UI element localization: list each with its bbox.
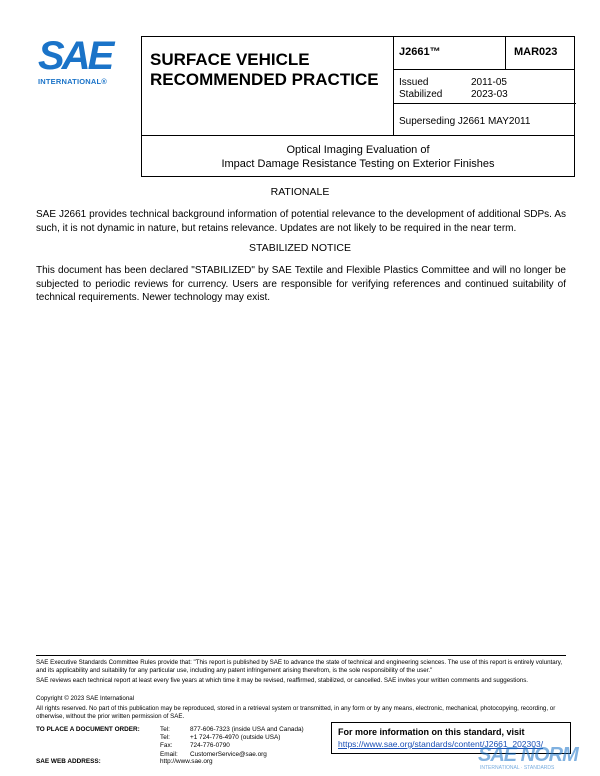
stabilized-row [399, 89, 508, 100]
order-label: TO PLACE A DOCUMENT ORDER: [36, 726, 140, 733]
footer-divider [36, 655, 566, 656]
doc-number: J2661™ [399, 46, 441, 58]
tel2-value: +1 724-776-4970 (outside USA) [190, 734, 281, 742]
footer-rules: SAE Executive Standards Committee Rules provide that: "This report is published by SAE to advance the state of technical and engineering sciences. The use of this report is entirely voluntary, and its applicability and suitability for any particular use, including any patent infringement arising therefrom, is the sole responsibility of the user." [36, 659, 563, 674]
footer-review: SAE reviews each technical report at least every five years at which time it may be revised, reaffirmed, stabilized, or cancelled. SAE invites your written comments and suggestions. [36, 677, 529, 684]
revision-code: MAR023 [514, 46, 558, 58]
subtitle-line-2: Impact Damage Resistance Testing on Exterior Finishes [221, 158, 495, 170]
superseding: Superseding J2661 MAY2011 [399, 116, 531, 127]
order-contacts [36, 726, 304, 759]
issued-value: 2011-05 [471, 77, 507, 88]
issued-label: Issued [399, 77, 429, 88]
title-line-2: RECOMMENDED PRACTICE [150, 70, 379, 89]
subtitle-line-1: Optical Imaging Evaluation of [286, 144, 430, 156]
tel-value: 877-606-7323 (inside USA and Canada) [190, 726, 304, 733]
rationale-text: SAE J2661 provides technical background information of potential relevance to the development of additional SDPs. As such, it is not dynamic in nature, but retains relevance. Updates are not likely to be required in the near term. [36, 209, 566, 234]
issued-row [399, 77, 507, 88]
stabilized-value: 2023-03 [471, 89, 508, 100]
revision-cell [505, 37, 575, 70]
watermark-logo: SAE NORM [478, 744, 578, 766]
logo-subtitle: INTERNATIONAL® [38, 77, 108, 86]
title-line-1: SURFACE VEHICLE [150, 50, 310, 69]
footer-rights: All rights reserved. No part of this publication may be reproduced, stored in a retrieval system or transmitted, in any form or by any means, electronic, mechanical, photocopying, recording, or otherwise, without the prior written permission of SAE. [36, 705, 556, 720]
tel2-label: Tel: [160, 734, 170, 742]
web-address-label: SAE WEB ADDRESS: [36, 758, 101, 765]
document-type-title [150, 50, 379, 90]
logo-mark: SAE [38, 34, 112, 78]
more-info-link[interactable]: https://www.sae.org/standards/content/J2661_202303/ [338, 739, 544, 749]
info-divider [393, 103, 576, 104]
web-address-link[interactable]: http://www.sae.org [160, 758, 213, 765]
email-value[interactable]: CustomerService@sae.org [190, 750, 267, 758]
document-header [141, 36, 575, 136]
footer-copyright: Copyright © 2023 SAE International [36, 695, 135, 702]
sae-logo [38, 36, 124, 88]
title-cell [142, 37, 394, 136]
tel-label: Tel: [160, 726, 170, 733]
fax-label: Fax: [160, 742, 173, 750]
rationale-heading: RATIONALE [270, 186, 330, 198]
stabilized-notice-heading: STABILIZED NOTICE [249, 242, 351, 254]
stabilized-notice-text: This document has been declared "STABILIZED" by SAE Textile and Flexible Plastics Committee and will no longer be subjected to periodic reviews for currency. Users are responsible for verifying references and continued suitability of technical requirements. Newer technology may exist. [36, 265, 566, 303]
dates-cell [393, 69, 576, 136]
fax-value: 724-776-0790 [190, 742, 230, 750]
stabilized-label: Stabilized [399, 89, 443, 100]
watermark-subtitle: INTERNATIONAL · STANDARDS [480, 765, 555, 771]
doc-number-cell [393, 37, 506, 70]
document-subtitle [141, 135, 575, 177]
email-label: Email: [160, 750, 178, 758]
more-info-title: For more information on this standard, visit [338, 727, 525, 737]
